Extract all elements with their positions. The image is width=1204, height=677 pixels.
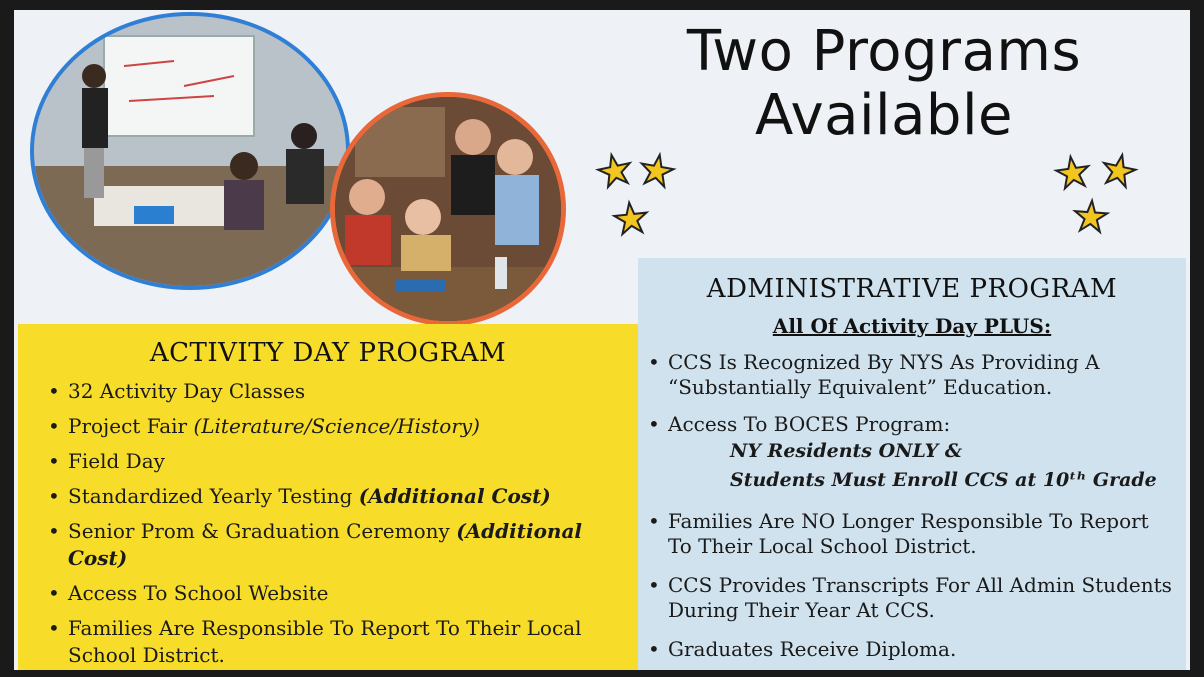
- slide: [14, 10, 1190, 670]
- admin-list: [646, 350, 1176, 670]
- list-item: • CCS Provides Transcripts For All Admin Students During Their Year At CCS.: [646, 573, 1176, 623]
- list-item: • Access To BOCES Program: NY Residents ONLY & Students Must Enroll CCS at 10ᵗʰ Grade: [646, 412, 1176, 495]
- list-item: • Families Are NO Longer Responsible To Report To Their Local School District.: [646, 509, 1176, 559]
- list-item: • Graduates Receive Diploma.: [646, 637, 1176, 662]
- list-item: • Access To School Website: [48, 580, 628, 607]
- admin-heading: ADMINISTRATIVE PROGRAM: [706, 274, 1118, 304]
- title-line-2: Available: [755, 83, 1013, 148]
- list-item: • Project Fair (Literature/Science/History): [48, 413, 628, 440]
- boces-note-2: Students Must Enroll CCS at 10ᵗʰ Grade: [730, 469, 1157, 491]
- star-icon: ★: [634, 143, 680, 198]
- list-item: • Families Are Responsible To Report To Their Local School District.: [48, 615, 608, 669]
- star-icon: ★: [591, 142, 639, 199]
- boces-note-1: NY Residents ONLY &: [730, 440, 963, 462]
- students-photo: [330, 92, 566, 326]
- star-icon: ★: [1050, 145, 1095, 200]
- activity-list: [48, 378, 628, 670]
- list-item: • Field Day: [48, 448, 628, 475]
- star-icon: ★: [1070, 190, 1112, 243]
- star-icon: ★: [1095, 142, 1143, 199]
- list-item: • 32 Activity Day Classes: [48, 378, 628, 405]
- star-icon: ★: [609, 192, 653, 245]
- admin-subheading: All Of Activity Day PLUS:: [772, 314, 1052, 338]
- title-line-1: Two Programs: [686, 19, 1082, 84]
- administrative-panel: [638, 258, 1186, 670]
- list-item: • Standardized Yearly Testing (Additional Cost): [48, 483, 628, 510]
- activity-day-panel: [18, 324, 638, 670]
- classroom-photo: [30, 12, 350, 290]
- list-item: • CCS Is Recognized By NYS As Providing A “Substantially Equivalent” Education.: [646, 350, 1176, 400]
- activity-heading: ACTIVITY DAY PROGRAM: [149, 338, 507, 368]
- list-item: • Senior Prom & Graduation Ceremony (Additional Cost): [48, 518, 628, 572]
- page-title: [654, 20, 1114, 148]
